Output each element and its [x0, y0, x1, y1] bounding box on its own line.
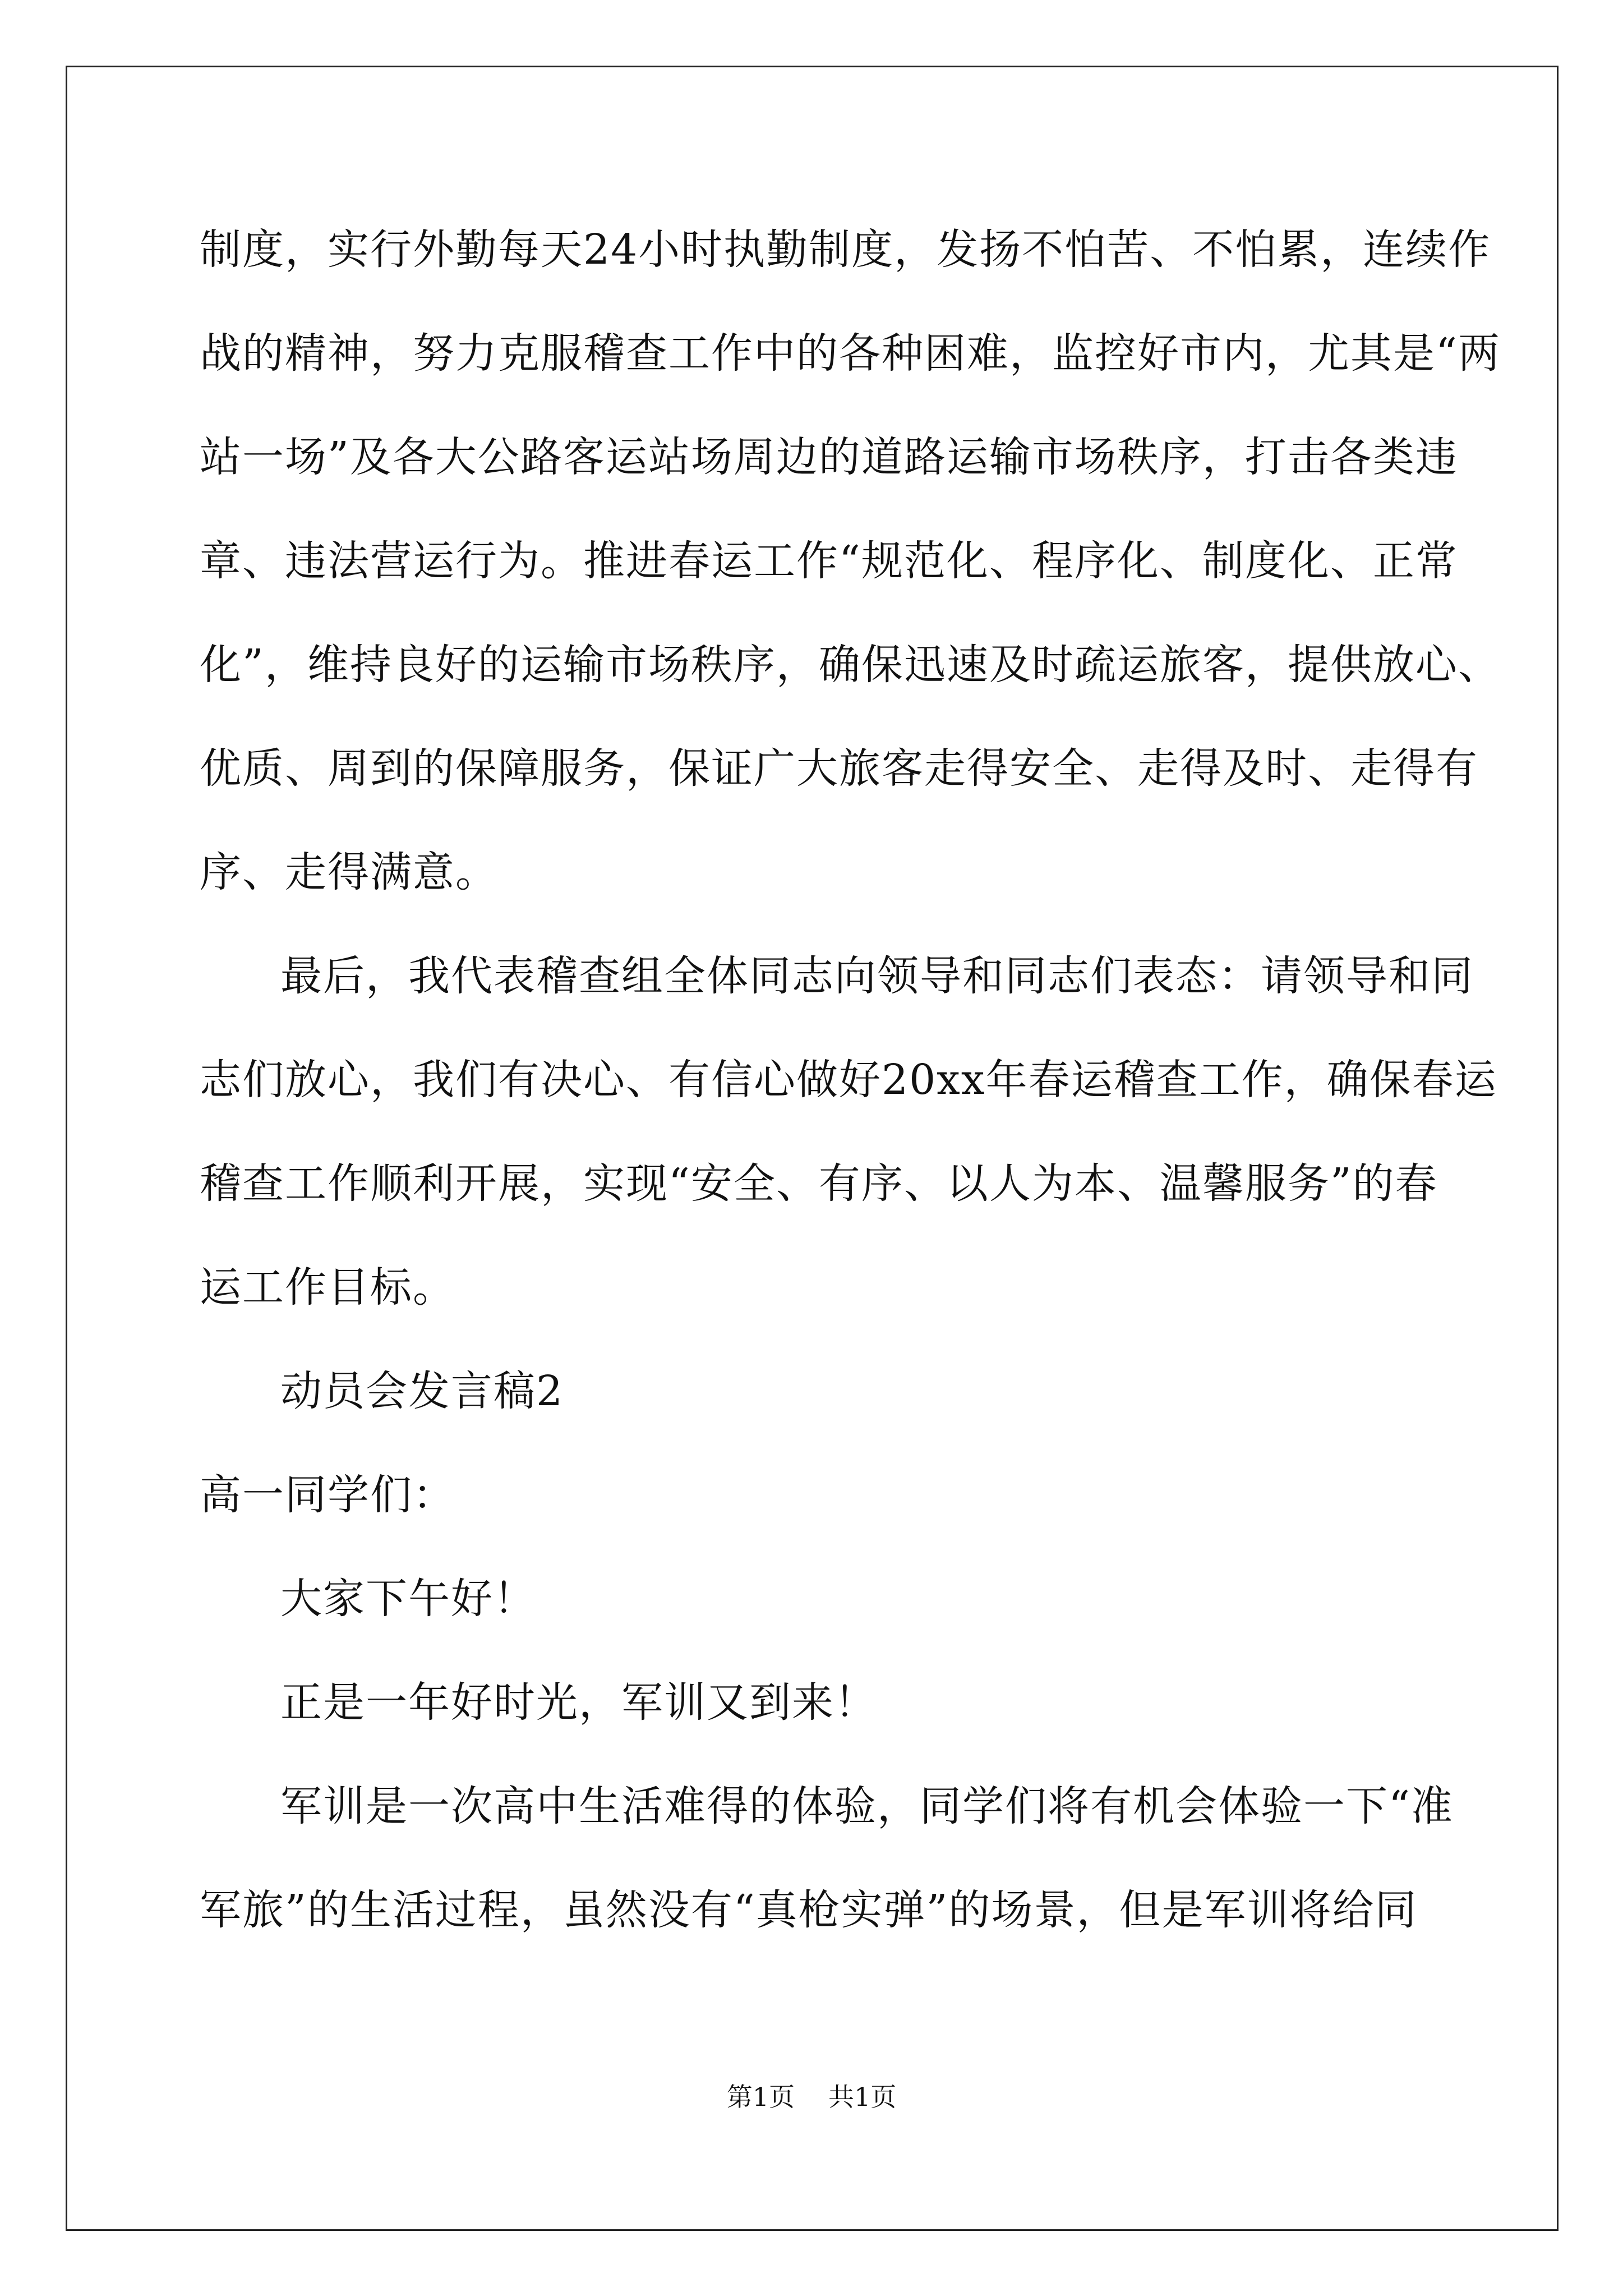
body-line-9: 志们放心，我们有决心、有信心做好20xx年春运稽查工作，确保春运	[200, 1056, 1497, 1104]
body-line-1: 制度，实行外勤每天24小时执勤制度，发扬不怕苦、不怕累，连续作	[200, 226, 1491, 274]
section-heading: 动员会发言稿2	[280, 1367, 564, 1415]
body-line-16: 军训是一次高中生活难得的体验，同学们将有机会体验一下“准	[280, 1782, 1454, 1830]
body-line-11: 运工作目标。	[200, 1263, 455, 1312]
body-line-4: 章、违法营运行为。推进春运工作“规范化、程序化、制度化、正常	[200, 537, 1458, 585]
body-line-15: 正是一年好时光，军训又到来！	[280, 1678, 877, 1727]
body-line-10: 稽查工作顺利开展，实现“安全、有序、以人为本、温馨服务”的春	[200, 1159, 1438, 1208]
body-line-8: 最后，我代表稽查组全体同志向领导和同志们表态：请领导和同	[280, 952, 1474, 1000]
body-line-5: 化”，维持良好的运输市场秩序，确保迅速及时疏运旅客，提供放心、	[200, 641, 1501, 689]
body-line-7: 序、走得满意。	[200, 848, 498, 896]
page-total: 共1页	[828, 2082, 897, 2112]
body-line-17: 军旅”的生活过程，虽然没有“真枪实弹”的场景，但是军训将给同	[200, 1886, 1418, 1934]
page-number: 第1页	[726, 2082, 795, 2112]
body-line-3: 站一场”及各大公路客运站场周边的道路运输市场秩序，打击各类违	[200, 433, 1458, 481]
salutation: 高一同学们：	[200, 1471, 455, 1519]
body-line-2: 战的精神，努力克服稽查工作中的各种困难，监控好市内，尤其是“两	[200, 329, 1501, 378]
page-footer	[0, 2080, 1623, 2114]
greeting: 大家下午好！	[280, 1575, 536, 1623]
body-line-6: 优质、周到的保障服务，保证广大旅客走得安全、走得及时、走得有	[200, 744, 1478, 793]
